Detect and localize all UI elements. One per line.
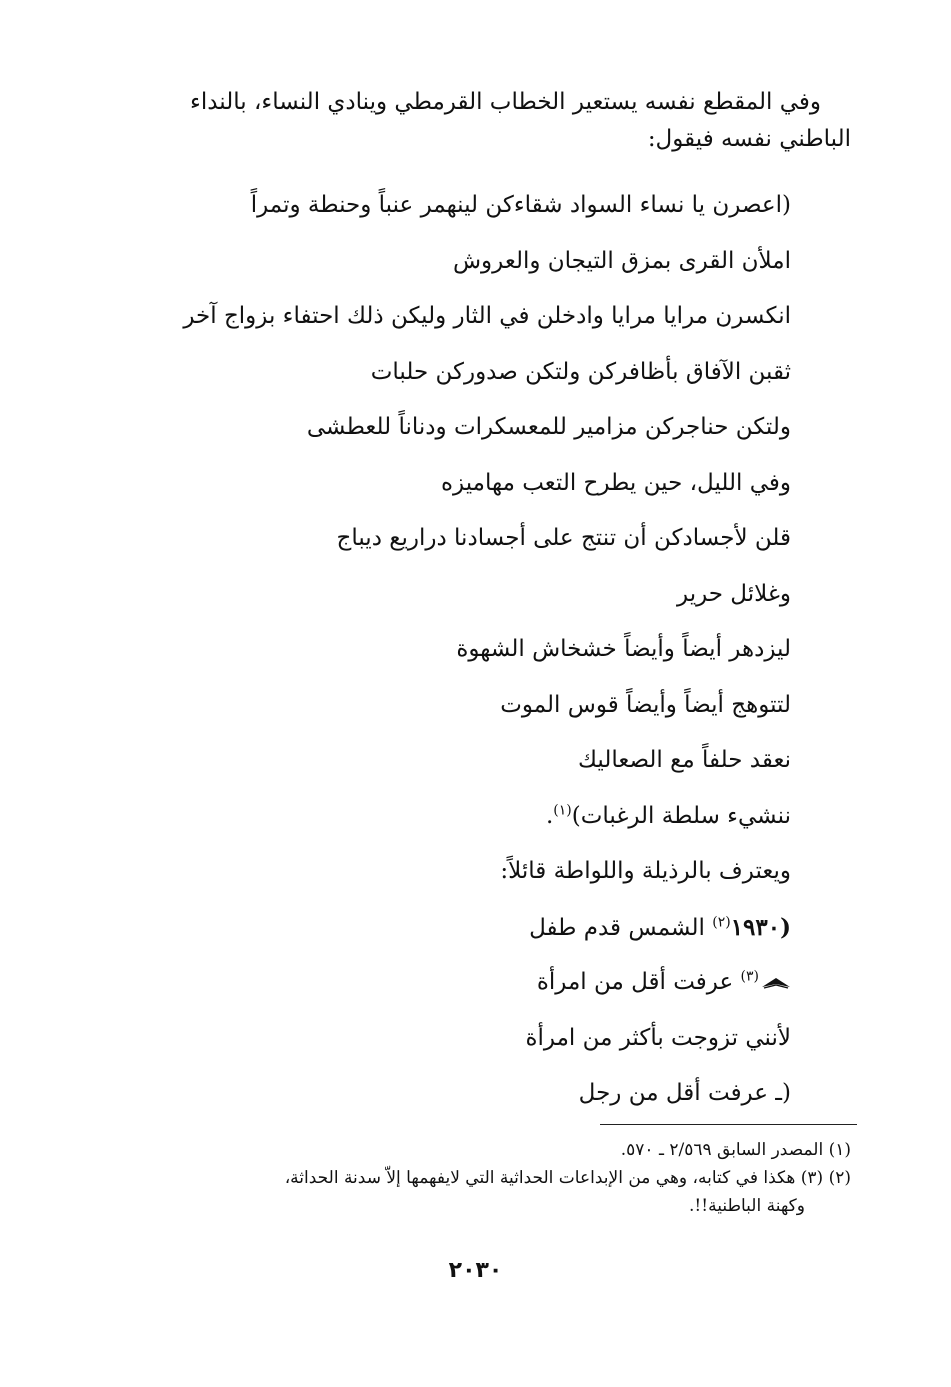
intro-line-1-text: وفي المقطع نفسه يستعير الخطاب القرمطي وينادي النساء، بالنداء: [190, 89, 821, 115]
poem-block: [91, 178, 791, 1122]
footnote-2-line-2: وكهنة الباطنية!!.: [689, 1196, 805, 1216]
poem2-line-1-text: الشمس قدم طفل: [529, 914, 713, 941]
poem2-line-1: [91, 900, 791, 956]
verse-line: قلن لأجسادكن أن تنتج على أجسادنا دراريع ديباج: [336, 525, 791, 551]
intro-line-2: الباطني نفسه فيقول:: [647, 126, 851, 152]
verse-last-period: .: [545, 802, 554, 829]
verse-line: لتتوهج أيضاً وأيضاً قوس الموت: [500, 691, 791, 718]
verse-line-last: [91, 789, 791, 845]
footnote-ref-1: (١): [553, 801, 572, 818]
footnotes: [96, 1136, 851, 1220]
footnote-ref-2: (٢): [712, 913, 731, 930]
footnote-separator: [600, 1124, 857, 1125]
verse-line: نعقد حلفاً مع الصعاليك: [578, 747, 791, 773]
intro-paragraph: [96, 84, 851, 158]
verse-line: ليزدهر أيضاً وأيضاً خشخاش الشهوة: [456, 636, 791, 662]
poem2-line-2: [91, 955, 791, 1011]
footnote-2-line-1: (٢) (٣) هكذا في كتابه، وهي من الإبداعات الحداثية التي لايفهمها إلاّ سدنة الحداثة،: [284, 1168, 851, 1188]
confession-line: ويعترف بالرذيلة واللواطة قائلاً:: [500, 858, 791, 884]
poem2-line-3: لأنني تزوجت بأكثر من امرأة: [525, 1024, 791, 1051]
verse-line: ولتكن حناجركن مزامير للمعسكرات ودناناً للعطشى: [306, 414, 791, 440]
verse-line: انكسرن مرايا مرايا وادخلن في الثار وليكن ذلك احتفاء بزواج آخر: [183, 303, 791, 329]
poem2-year: (١٩٣٠: [730, 913, 791, 941]
footnote-2: [96, 1164, 851, 1220]
verse-line: ثقبن الآفاق بأظافركن ولتكن صدوركن حلبات: [370, 358, 791, 385]
footnote-1: (١) المصدر السابق ٢/٥٦٩ ـ ٥٧٠.: [620, 1140, 851, 1160]
verse-last-text: ننشيء سلطة الرغبات): [571, 802, 791, 829]
intro-line-1: [96, 84, 851, 121]
poem2-line-4: (ـ عرفت أقل من رجل: [578, 1080, 791, 1106]
poem2-line-2-text: عرفت أقل من امرأة: [536, 969, 741, 995]
verse-line: (اعصرن يا نساء السواد شقاءكن لينهمر عنباً وحنطة وتمراً: [250, 192, 791, 218]
bird-glyph-icon: [761, 976, 791, 990]
verse-line: وغلائل حرير: [677, 580, 791, 607]
footnote-ref-3: (٣): [740, 968, 759, 985]
page-number: ٢٠٣٠: [448, 1258, 503, 1283]
verse-line: املأن القرى بمزق التيجان والعروش: [452, 247, 791, 274]
verse-line: وفي الليل، حين يطرح التعب مهاميزه: [440, 469, 791, 496]
